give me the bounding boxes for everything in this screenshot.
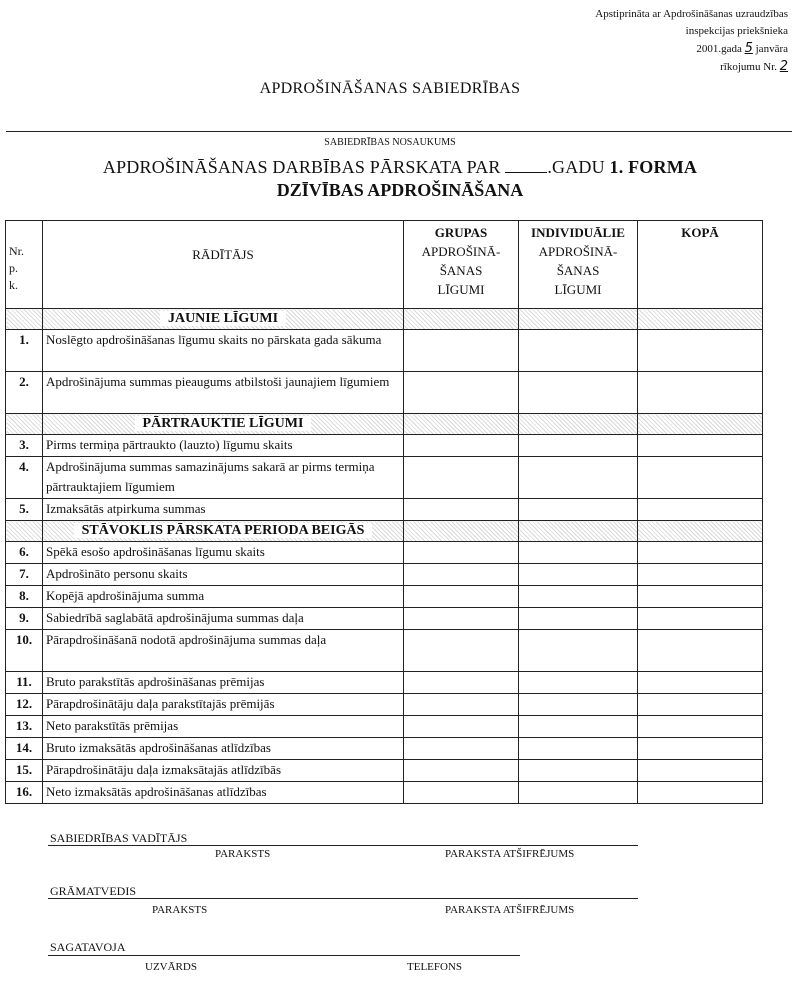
row-indicator: Noslēgto apdrošināšanas līgumu skaits no pārskata gada sākuma: [43, 330, 404, 372]
total-value-cell[interactable]: [638, 672, 763, 694]
section-row: [6, 414, 763, 435]
table-row: [6, 782, 763, 804]
row-indicator: Neto parakstītās prēmijas: [43, 716, 404, 738]
total-value-cell[interactable]: [638, 630, 763, 672]
group-value-cell[interactable]: [404, 542, 519, 564]
individual-value-cell[interactable]: [519, 608, 638, 630]
accountant-signature-label: PARAKSTS: [152, 904, 208, 916]
report-table: [5, 220, 763, 804]
approval-order-prefix: rīkojumu Nr.: [720, 61, 777, 73]
row-indicator: Neto izmaksātās apdrošināšanas atlīdzības: [43, 782, 404, 804]
individual-value-cell[interactable]: [519, 499, 638, 521]
group-value-cell[interactable]: [404, 330, 519, 372]
total-value-cell[interactable]: [638, 716, 763, 738]
section-title-text: PĀRTRAUKTIE LĪGUMI: [135, 416, 312, 431]
total-value-cell[interactable]: [638, 542, 763, 564]
individual-value-cell[interactable]: [519, 457, 638, 499]
row-number: 7.: [6, 564, 43, 586]
report-title: [0, 157, 800, 178]
section-shaded-cell: [404, 521, 519, 542]
row-number: 3.: [6, 435, 43, 457]
approval-line-1: Apstiprināta ar Apdrošināšanas uzraudzības: [595, 8, 788, 20]
row-number: 1.: [6, 330, 43, 372]
head-title: SABIEDRĪBAS VADĪTĀJS: [50, 831, 188, 845]
approval-note: [595, 6, 788, 76]
table-row: [6, 694, 763, 716]
preparer-surname-label: UZVĀRDS: [145, 961, 197, 973]
individual-value-cell[interactable]: [519, 694, 638, 716]
table-header-row: [6, 221, 763, 309]
row-number: 16.: [6, 782, 43, 804]
section-shaded-cell: [404, 414, 519, 435]
row-indicator: Bruto parakstītās apdrošināšanas prēmijas: [43, 672, 404, 694]
section-shaded-cell: [519, 414, 638, 435]
group-value-cell[interactable]: [404, 586, 519, 608]
approval-month: janvāra: [755, 43, 788, 55]
individual-value-cell[interactable]: [519, 564, 638, 586]
total-value-cell[interactable]: [638, 499, 763, 521]
table-row: [6, 608, 763, 630]
total-value-cell[interactable]: [638, 564, 763, 586]
total-value-cell[interactable]: [638, 760, 763, 782]
section-nr-cell: [6, 521, 43, 542]
section-row: [6, 309, 763, 330]
group-value-cell[interactable]: [404, 499, 519, 521]
table-row: [6, 760, 763, 782]
head-signature-line[interactable]: [48, 845, 638, 846]
table-row: [6, 330, 763, 372]
total-value-cell[interactable]: [638, 457, 763, 499]
individual-value-cell[interactable]: [519, 782, 638, 804]
individual-value-cell[interactable]: [519, 630, 638, 672]
row-number: 10.: [6, 630, 43, 672]
section-shaded-cell: [638, 414, 763, 435]
report-title-prefix: APDROŠINĀŠANAS DARBĪBAS PĀRSKATA PAR: [102, 157, 501, 177]
table-row: [6, 716, 763, 738]
total-value-cell[interactable]: [638, 608, 763, 630]
preparer-line[interactable]: [48, 955, 520, 956]
row-number: 14.: [6, 738, 43, 760]
group-value-cell[interactable]: [404, 372, 519, 414]
individual-value-cell[interactable]: [519, 738, 638, 760]
row-number: 11.: [6, 672, 43, 694]
individual-value-cell[interactable]: [519, 586, 638, 608]
table-row: [6, 435, 763, 457]
table-row: [6, 499, 763, 521]
row-indicator: Izmaksātās atpirkuma summas: [43, 499, 404, 521]
row-number: 15.: [6, 760, 43, 782]
company-name-label: SABIEDRĪBAS NOSAUKUMS: [324, 137, 456, 148]
row-indicator: Apdrošinājuma summas samazinājums sakarā ar pirms termiņa pārtrauktajiem līgumiem: [43, 457, 404, 499]
group-value-cell[interactable]: [404, 630, 519, 672]
individual-value-cell[interactable]: [519, 330, 638, 372]
individual-value-cell[interactable]: [519, 435, 638, 457]
total-value-cell[interactable]: [638, 738, 763, 760]
row-number: 13.: [6, 716, 43, 738]
section-shaded-cell: [404, 309, 519, 330]
section-title: [43, 521, 404, 542]
accountant-signature-decoding-label: PARAKSTA ATŠIFRĒJUMS: [445, 904, 575, 916]
table-row: [6, 630, 763, 672]
section-nr-cell: [6, 414, 43, 435]
group-value-cell[interactable]: [404, 457, 519, 499]
row-number: 12.: [6, 694, 43, 716]
accountant-title: GRĀMATVEDIS: [50, 884, 137, 898]
header-nr: Nr. p. k.: [6, 221, 43, 309]
row-indicator: Spēkā esošo apdrošināšanas līgumu skaits: [43, 542, 404, 564]
table-row: [6, 457, 763, 499]
row-indicator: Pirms termiņa pārtraukto (lauzto) līgumu skaits: [43, 435, 404, 457]
section-title: [43, 309, 404, 330]
header-indicator: RĀDĪTĀJS: [43, 221, 404, 309]
group-value-cell[interactable]: [404, 435, 519, 457]
total-value-cell[interactable]: [638, 586, 763, 608]
approval-line-2: inspekcijas priekšnieka: [685, 25, 788, 37]
year-blank-field[interactable]: [505, 172, 547, 173]
row-number: 4.: [6, 457, 43, 499]
table-row: [6, 738, 763, 760]
head-signature-label: PARAKSTS: [215, 848, 271, 860]
accountant-signature-line[interactable]: [48, 898, 638, 899]
section-title-text: STĀVOKLIS PĀRSKATA PERIODA BEIGĀS: [74, 523, 373, 538]
report-title-suffix: .GADU: [547, 157, 605, 177]
group-value-cell[interactable]: [404, 608, 519, 630]
header-total: KOPĀ: [638, 221, 763, 309]
table-row: [6, 564, 763, 586]
section-shaded-cell: [638, 309, 763, 330]
individual-value-cell[interactable]: [519, 672, 638, 694]
row-indicator: Pārapdrošinātāju daļa parakstītajās prēmijās: [43, 694, 404, 716]
preparer-title: SAGATAVOJA: [50, 940, 126, 954]
individual-value-cell[interactable]: [519, 760, 638, 782]
row-indicator: Apdrošinājuma summas pieaugums atbilstoši jaunajiem līgumiem: [43, 372, 404, 414]
table-row: [6, 542, 763, 564]
row-indicator: Pārapdrošināšanā nodotā apdrošinājuma summas daļa: [43, 630, 404, 672]
row-number: 2.: [6, 372, 43, 414]
preparer-phone-label: TELEFONS: [407, 961, 462, 973]
head-signature-decoding-label: PARAKSTA ATŠIFRĒJUMS: [445, 848, 575, 860]
approval-order-number-handwritten: 2: [779, 59, 788, 74]
total-value-cell[interactable]: [638, 782, 763, 804]
form-number: 1. FORMA: [609, 157, 698, 177]
report-subtitle: DZĪVĪBAS APDROŠINĀŠANA: [276, 180, 524, 200]
approval-date-prefix: 2001.gada: [696, 43, 742, 55]
row-indicator: Kopējā apdrošinājuma summa: [43, 586, 404, 608]
header-group-contracts: GRUPAS APDROŠINĀ- ŠANAS LĪGUMI: [404, 221, 519, 309]
row-indicator: Pārapdrošinātāju daļa izmaksātajās atlīdzībās: [43, 760, 404, 782]
row-number: 9.: [6, 608, 43, 630]
total-value-cell[interactable]: [638, 435, 763, 457]
row-number: 6.: [6, 542, 43, 564]
header-individual-contracts: INDIVIDUĀLIE APDROŠINĀ- ŠANAS LĪGUMI: [519, 221, 638, 309]
group-value-cell[interactable]: [404, 716, 519, 738]
row-number: 8.: [6, 586, 43, 608]
group-value-cell[interactable]: [404, 564, 519, 586]
table-row: [6, 672, 763, 694]
table-row: [6, 372, 763, 414]
row-indicator: Bruto izmaksātās apdrošināšanas atlīdzības: [43, 738, 404, 760]
group-value-cell[interactable]: [404, 782, 519, 804]
total-value-cell[interactable]: [638, 330, 763, 372]
section-nr-cell: [6, 309, 43, 330]
approval-line-3: [595, 40, 788, 58]
row-number: 5.: [6, 499, 43, 521]
section-title-text: JAUNIE LĪGUMI: [160, 311, 286, 326]
company-title: APDROŠINĀŠANAS SABIEDRĪBAS: [259, 80, 521, 97]
section-shaded-cell: [519, 521, 638, 542]
section-title: [43, 414, 404, 435]
table-row: [6, 586, 763, 608]
total-value-cell[interactable]: [638, 372, 763, 414]
total-value-cell[interactable]: [638, 694, 763, 716]
individual-value-cell[interactable]: [519, 542, 638, 564]
group-value-cell[interactable]: [404, 738, 519, 760]
group-value-cell[interactable]: [404, 694, 519, 716]
row-indicator: Apdrošināto personu skaits: [43, 564, 404, 586]
group-value-cell[interactable]: [404, 672, 519, 694]
company-name-line: [6, 131, 792, 132]
section-shaded-cell: [638, 521, 763, 542]
individual-value-cell[interactable]: [519, 716, 638, 738]
row-indicator: Sabiedrībā saglabātā apdrošinājuma summas daļa: [43, 608, 404, 630]
section-shaded-cell: [519, 309, 638, 330]
group-value-cell[interactable]: [404, 760, 519, 782]
approval-day-handwritten: 5: [744, 41, 753, 56]
approval-line-4: [595, 58, 788, 76]
individual-value-cell[interactable]: [519, 372, 638, 414]
section-row: [6, 521, 763, 542]
